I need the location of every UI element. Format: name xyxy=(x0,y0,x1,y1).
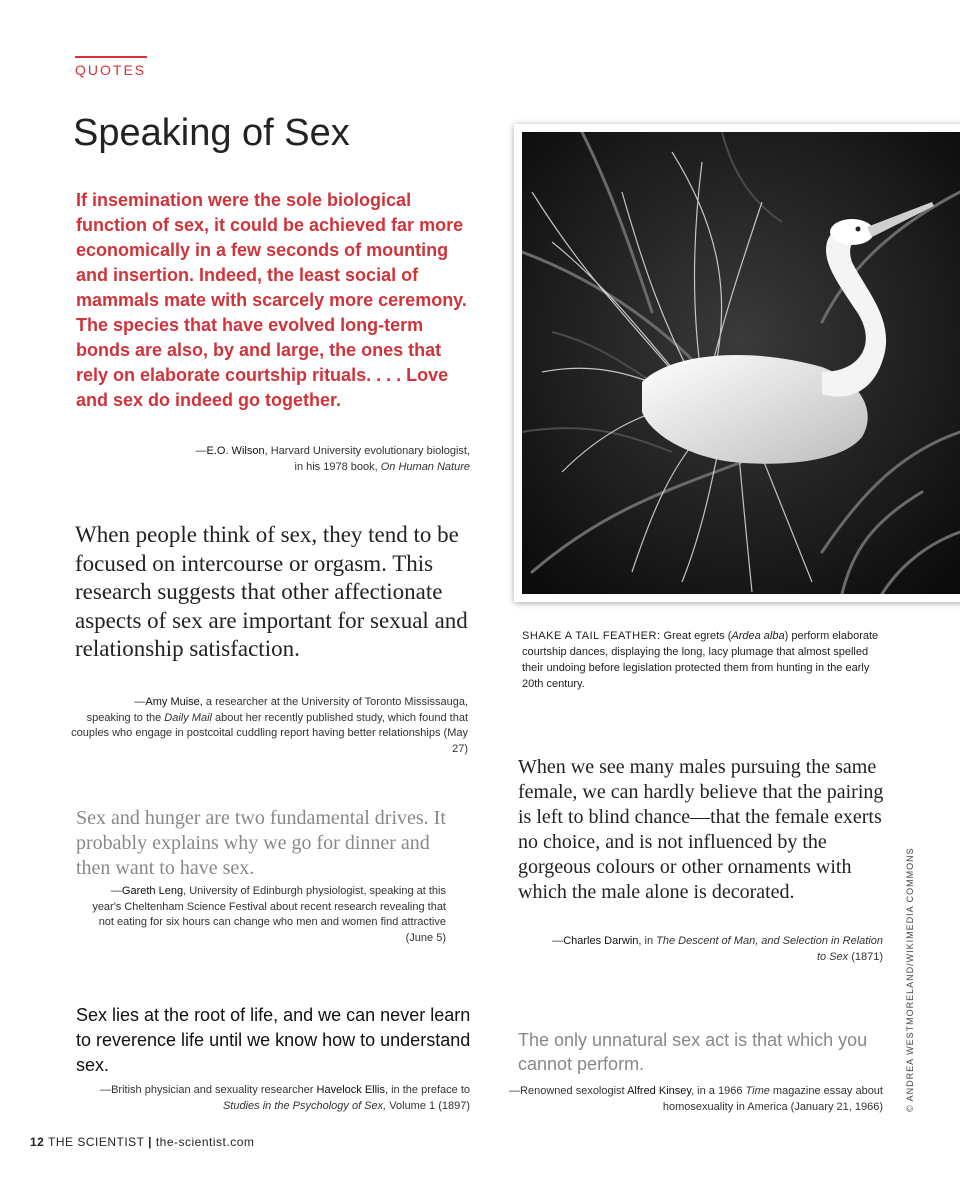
book-title: Studies in the Psychology of Sex, xyxy=(222,1099,387,1112)
quote-darwin: When we see many males pursuing the same female, we can hardly believe that the pairing is left to blind chance—that the female exerts no choice, and is not influenced by the gorgeous colours or other ornaments with which the male alone is decorated. xyxy=(518,756,884,903)
species-name: Ardea alba xyxy=(731,630,785,642)
photo-caption: SHAKE A TAIL FEATHER: Great egrets (Ardea alba) perform elaborate courtship dances, displaying the long, lacy plumage that almost spelled their undoing before legislation protected them from hunting in the early 20th century. xyxy=(522,630,879,690)
section-label: QUOTES xyxy=(75,62,147,78)
speaker-name: Charles Darwin xyxy=(563,935,639,947)
egret-illustration xyxy=(522,132,960,594)
speaker-name: Gareth Leng xyxy=(121,885,184,897)
speaker-name: Amy Muise, xyxy=(145,696,203,708)
photo-credit: © ANDREA WESTMORELAND/WIKIMEDIA COMMONS xyxy=(905,847,915,1112)
quote-wilson: If insemination were the sole biological function of sex, it could be achieved far more economically in a few seconds of mounting and insertion. Indeed, the least social of mammals mate with scarcely more ceremony. The species that have evolved long-term bonds are also, by and large, the ones that rely on elaborate courtship rituals. . . . Love and sex do indeed go together. xyxy=(76,190,467,410)
page-number: 12 xyxy=(30,1135,45,1149)
quote-leng-attribution: —Gareth Leng, University of Edinburgh physiologist, speaking at this year's Cheltenham Science Festival about recent research revealing that not eating for six hours can change who men and women find attractive (June 5) xyxy=(92,885,446,944)
caption-heading: SHAKE A TAIL FEATHER: xyxy=(522,630,661,642)
quote-muise: When people think of sex, they tend to be focused on intercourse or orgasm. This research suggests that other affectionate aspects of sex are important for sexual and relationship satisfaction. xyxy=(75,522,468,661)
speaker-name: Alfred Kinsey xyxy=(627,1085,692,1097)
quote-wilson-attribution: —E.O. Wilson, Harvard University evolutionary biologist, in his 1978 book, On Human Nature xyxy=(195,445,470,473)
quote-ellis: Sex lies at the root of life, and we can never learn to reverence life until we know how to understand sex. xyxy=(76,1005,471,1075)
page-footer xyxy=(30,1135,254,1149)
speaker-name: Havelock Ellis xyxy=(316,1084,385,1096)
speaker-name: E.O. Wilson xyxy=(206,445,265,457)
newspaper-title: Daily Mail xyxy=(164,711,212,724)
quote-kinsey: The only unnatural sex act is that which you cannot perform. xyxy=(518,1030,868,1074)
quote-kinsey-attribution: —Renowned sexologist Alfred Kinsey, in a 1966 Time magazine essay about homosexuality in America (January 21, 1966) xyxy=(509,1085,883,1113)
quote-darwin-attribution: —Charles Darwin, in The Descent of Man, and Selection in Relation to Sex (1871) xyxy=(552,935,883,963)
book-title: On Human Nature xyxy=(380,461,470,473)
quote-leng: Sex and hunger are two fundamental drives. It probably explains why we go for dinner and then want to have sex. xyxy=(76,807,446,879)
magazine-name: THE SCIENTIST xyxy=(47,1135,145,1149)
section-rule xyxy=(75,56,147,58)
footer-separator: | xyxy=(148,1135,152,1149)
magazine-title: Time xyxy=(745,1085,770,1097)
quote-muise-attribution: —Amy Muise, a researcher at the University of Toronto Mississauga, speaking to the Daily Mail about her recently published study, which found that couples who engage in postcoital cuddling report having better relationships (May 27) xyxy=(71,696,468,755)
book-title: The Descent of Man, and Selection in Relation to Sex xyxy=(656,935,883,963)
page-title: Speaking of Sex xyxy=(73,112,350,154)
site-url: the-scientist.com xyxy=(155,1135,255,1149)
quote-ellis-attribution: —British physician and sexuality researcher Havelock Ellis, in the preface to Studies in the Psychology of Sex, Volume 1 (1897) xyxy=(100,1084,470,1112)
egret-photo xyxy=(522,132,960,594)
